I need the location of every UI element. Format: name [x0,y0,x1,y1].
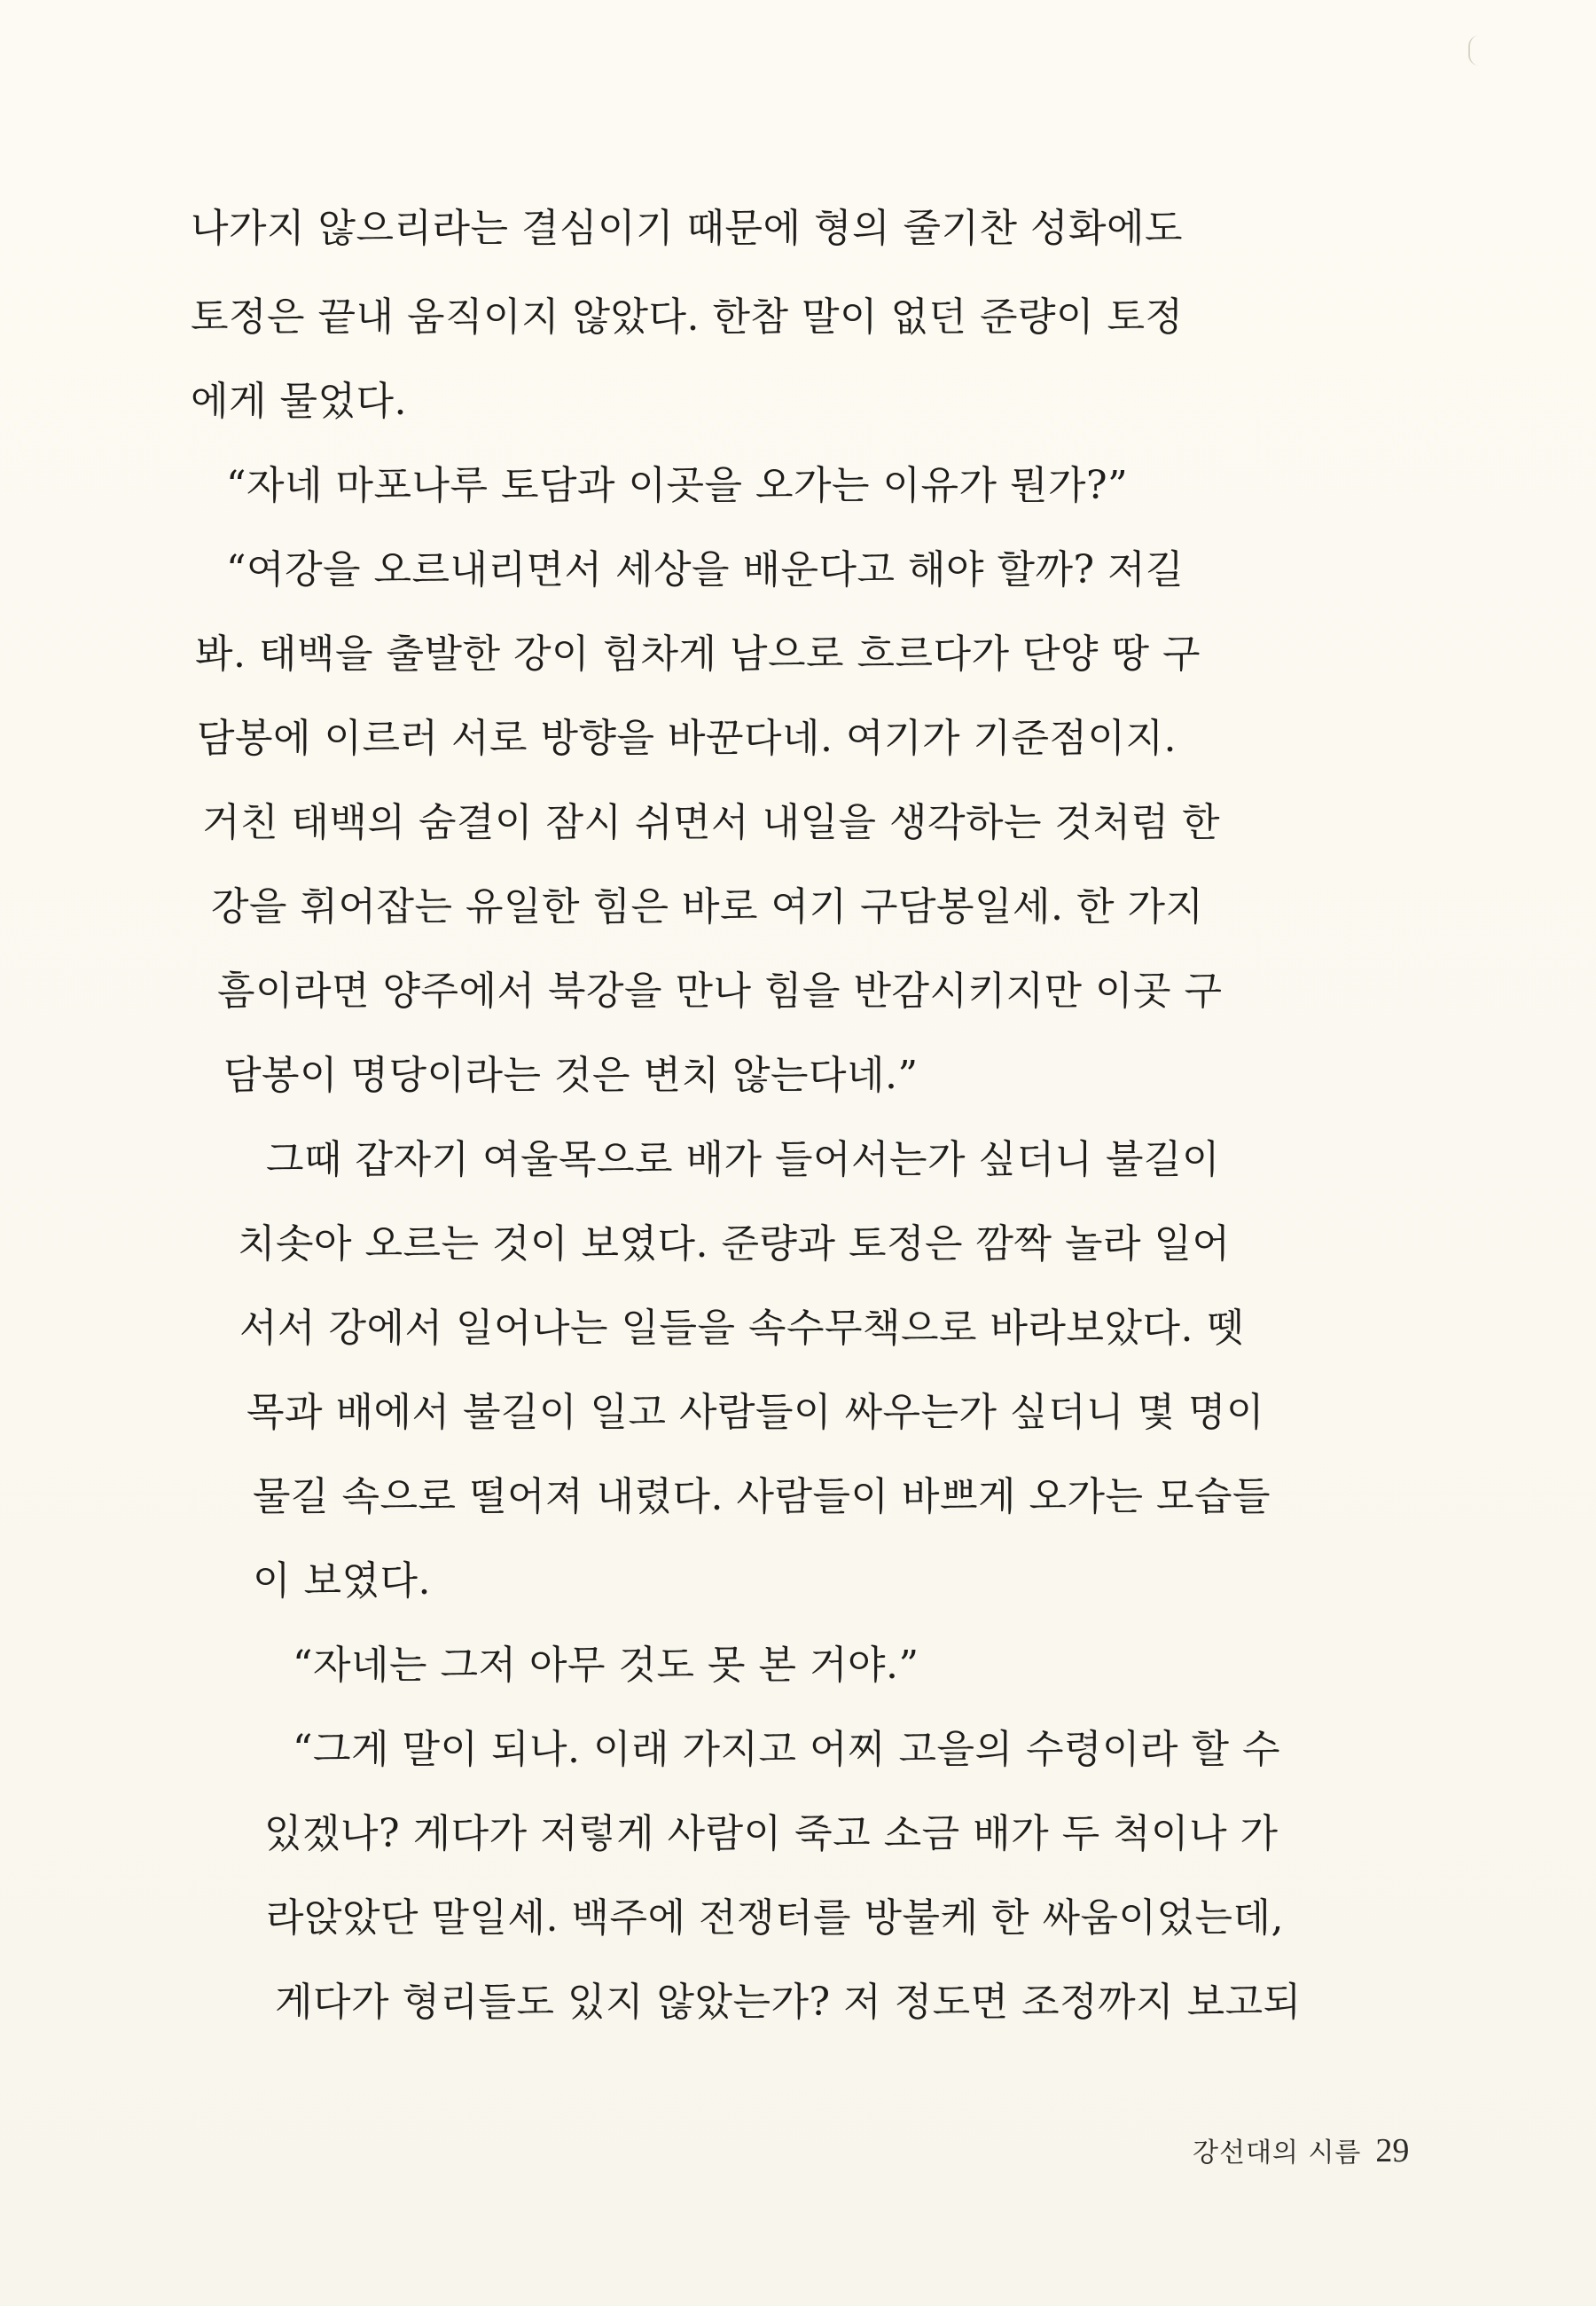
text-line-4: “자네 마포나루 토담과 이곳을 오가는 이유가 뭔가?” [226,463,1129,508]
text-line-2: 토정은 끝내 움직이지 않았다. 한참 말이 없던 준량이 토정 [191,294,1184,340]
text-line-7: 담봉에 이르러 서로 방향을 바꾼다네. 여기가 기준점이지. [197,716,1177,761]
page-footer [1193,2127,1409,2175]
page-corner-mark [1468,35,1483,66]
text-line-19: “그게 말이 되나. 이래 가지고 어찌 고을의 수령이라 할 수 [293,1727,1280,1772]
text-line-8: 거친 태백의 숨결이 잠시 쉬면서 내일을 생각하는 것처럼 한 [202,800,1220,845]
text-line-18: “자네는 그저 아무 것도 못 본 거야.” [293,1643,919,1688]
text-line-5: “여강을 오르내리면서 세상을 배운다고 해야 할까? 저길 [226,547,1185,592]
text-line-20: 있겠나? 게다가 저렇게 사람이 죽고 소금 배가 두 척이나 가 [264,1811,1279,1856]
text-line-9: 강을 휘어잡는 유일한 힘은 바로 여기 구담봉일세. 한 가지 [211,884,1204,929]
text-line-15: 목과 배에서 불길이 일고 사람들이 싸우는가 싶더니 몇 명이 [246,1390,1264,1435]
running-title: 강선대의 시름 [1193,2137,1362,2169]
text-line-1: 나가지 않으리라는 결심이기 때문에 형의 줄기찬 성화에도 [191,206,1184,251]
text-line-3: 에게 물었다. [191,379,407,424]
text-line-17: 이 보였다. [253,1558,431,1604]
text-line-21: 라앉았단 말일세. 백주에 전쟁터를 방불케 한 싸움이었는데, [266,1895,1284,1941]
text-line-10: 흠이라면 양주에서 북강을 만나 힘을 반감시키지만 이곳 구 [217,969,1223,1014]
page-number: 29 [1375,2132,1410,2169]
text-line-16: 물길 속으로 떨어져 내렸다. 사람들이 바쁘게 오가는 모습들 [253,1474,1271,1519]
text-line-13: 치솟아 오르는 것이 보였다. 준량과 토정은 깜짝 놀라 일어 [238,1221,1231,1267]
text-line-12: 그때 갑자기 여울목으로 배가 들어서는가 싶더니 불길이 [266,1137,1221,1182]
text-line-11: 담봉이 명당이라는 것은 변치 않는다네.” [223,1053,919,1098]
text-line-22: 게다가 형리들도 있지 않았는가? 저 정도면 조정까지 보고되 [275,1980,1302,2025]
text-line-6: 봐. 태백을 출발한 강이 힘차게 남으로 흐르다가 단양 땅 구 [195,631,1201,677]
text-line-14: 서서 강에서 일어나는 일들을 속수무책으로 바라보았다. 뗏 [239,1306,1245,1351]
